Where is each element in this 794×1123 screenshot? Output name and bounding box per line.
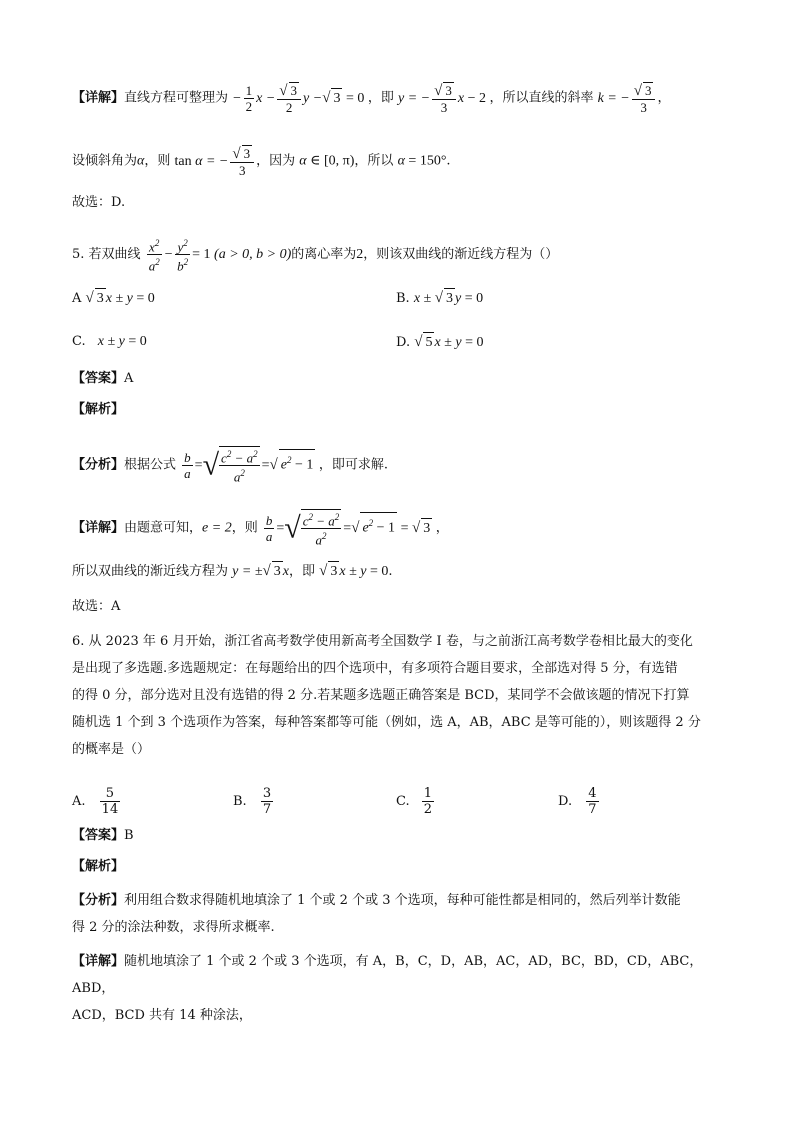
- text: ，则: [231, 520, 258, 536]
- text: ，所以直线的斜率: [489, 90, 594, 106]
- option-label: D.: [396, 335, 411, 350]
- answer-value: B: [124, 828, 134, 843]
- q6-option-b: [233, 786, 275, 817]
- option-label: B.: [396, 291, 410, 306]
- q6-option-a: [72, 786, 122, 817]
- answer-label: 【答案】: [72, 371, 125, 386]
- q5-stem: [72, 236, 734, 274]
- option-label: A: [72, 291, 82, 306]
- option-label: A.: [72, 794, 86, 809]
- e-value: e = 2: [202, 520, 232, 536]
- option-fraction: $\frac{3}{7}$: [262, 786, 272, 817]
- q5-result: 所以双曲线的渐近线方程为 y = ±√ 3 x，即 √ 3 x ± y = 0.: [72, 561, 734, 582]
- q5-fenxi: [72, 446, 734, 485]
- text: 所以双曲线的渐近线方程为: [72, 564, 229, 579]
- detail-label: 【详解】: [72, 954, 125, 969]
- eccentricity-value: 2: [356, 247, 364, 263]
- q4-detail-line2: 设倾斜角为α，则 tan α = − $\frac{√ 3}{3}$ ，因为 α ∈ [0, π)，所以 α = 150°.: [72, 146, 451, 178]
- analysis-label: 【解析】: [72, 859, 125, 874]
- option-formula: √ 5 x ± y = 0: [414, 335, 483, 350]
- q6-fenxi: [72, 887, 734, 941]
- detail-label: 【详解】: [72, 520, 125, 536]
- slope-value: k = − $\frac{√ 3}{3}$: [598, 91, 658, 106]
- q6-analysis-label: [72, 857, 734, 877]
- stem-line: 随机选 1 个到 3 个选项作为答案，每种答案都等可能（例如，选 A，AB，ABC 是等可能的），则该题得 2 分: [72, 715, 701, 730]
- asymptote-equation-alt: √ 3 x ± y = 0: [319, 564, 388, 579]
- text: 设倾斜角为: [72, 153, 138, 169]
- text: ，则该双曲线的渐近线方程为（）: [363, 247, 559, 263]
- text: ，则: [144, 153, 171, 169]
- q5-answer-choice: 故选：A: [72, 599, 121, 614]
- q6-answer: [72, 826, 734, 846]
- text: 5. 若双曲线: [72, 247, 141, 263]
- text: ，即: [288, 564, 315, 579]
- q6-detail: [72, 948, 734, 1029]
- q5-option-a: [72, 288, 155, 309]
- stem-line: 是出现了多选题.多选题规定：在每题给出的四个选项中，有多项符合题目要求，全部选对得 5 分，有选错: [72, 661, 678, 676]
- stem-line: 6. 从 2023 年 6 月开始，浙江省高考数学使用新高考全国数学 I 卷，与之前浙江高考数学卷相比最大的变化: [72, 634, 693, 649]
- fenxi-line: 利用组合数求得随机地填涂了 1 个或 2 个或 3 个选项，每种可能性都是相同的，然后列举计数能: [124, 893, 681, 908]
- q4-answer-choice: 故选：D.: [72, 195, 126, 210]
- option-fraction: $\frac{1}{2}$: [423, 786, 433, 817]
- fenxi-line: 得 2 分的涂法种数，求得所求概率.: [72, 920, 275, 935]
- detail-line: ACD，BCD 共有 14 种涂法，: [72, 1008, 252, 1023]
- option-formula: √ 3 x ± y = 0: [86, 291, 155, 306]
- stem-line: 的得 0 分，部分选对且没有选错的得 2 分.若某题多选题正确答案是 BCD，某同学不会做该题的情况下打算: [72, 688, 690, 703]
- option-label: C.: [396, 794, 410, 809]
- q6-option-c: [396, 786, 436, 817]
- answer-value: A: [124, 371, 134, 386]
- option-formula: x ± √ 3 y = 0: [414, 291, 483, 306]
- tan-equation: tan α = − $\frac{√ 3}{3}$: [175, 154, 257, 169]
- q5-option-d: [396, 332, 484, 353]
- q5-analysis-label: [72, 400, 734, 420]
- alpha-symbol: α: [137, 153, 145, 169]
- q5-option-c: [72, 332, 147, 352]
- fenxi-label: 【分析】: [72, 893, 125, 908]
- q5-detail: 【详解】由题意可知，e = 2，则 $\frac{b}{a}$ =√ $\frac{c^2 - a^2}{a^2}$ =√ $e^2 - 1$ = √ 3 ，: [72, 509, 734, 548]
- hyperbola-equation: $\frac{x^2}{a^2}$ − $\frac{y^2}{b^2}$ = 1: [148, 238, 211, 274]
- text: 直线方程可整理为: [124, 90, 229, 106]
- text: 的离心率为: [291, 247, 357, 263]
- text: 由题意可知，: [124, 520, 203, 536]
- q5-answer: [72, 369, 734, 389]
- stem-line: 的概率是（）: [72, 742, 151, 757]
- option-label: C.: [72, 334, 86, 349]
- hyperbola-condition: (a > 0, b > 0): [214, 247, 292, 263]
- option-fraction: $\frac{5}{14}$: [101, 786, 119, 817]
- option-fraction: $\frac{4}{7}$: [588, 786, 597, 817]
- option-label: B.: [233, 794, 247, 809]
- q4-detail-line1: 【详解】直线方程可整理为 − $\frac{1}{2}$ x − $\frac{√ 3}{2}$ y −√ 3 = 0 ，即 y = − $\frac{√ 3}{3}$ x − 2 ，所以直线的斜率 k = − $\frac{√ 3}{3}$ ，: [72, 83, 671, 115]
- q5-option-b: [396, 288, 483, 309]
- text: ，因为: [256, 153, 296, 169]
- analysis-label: 【解析】: [72, 402, 125, 417]
- answer-label: 【答案】: [72, 828, 125, 843]
- alpha-range: α ∈ [0, π): [299, 153, 355, 169]
- detail-label: 【详解】: [72, 90, 125, 106]
- text: ，即可求解.: [318, 457, 389, 473]
- option-label: D.: [558, 794, 573, 809]
- text: ，所以: [354, 153, 394, 169]
- asymptote-equation: y = ±√ 3 x: [232, 564, 289, 579]
- fenxi-label: 【分析】: [72, 457, 125, 473]
- line-equation: − $\frac{1}{2}$ x − $\frac{√ 3}{2}$ y −√ 3 = 0: [232, 83, 365, 115]
- detail-line: 随机地填涂了 1 个或 2 个或 3 个选项，有 A，B，C，D，AB，AC，AD，BC，BD，CD，ABC，ABD，: [72, 954, 703, 996]
- slope-intercept-equation: y = − $\frac{√ 3}{3}$ x − 2: [398, 83, 486, 115]
- text: 根据公式: [124, 457, 177, 473]
- option-formula: x ± y = 0: [97, 334, 147, 349]
- eccentricity-formula: $\frac{b}{a}$ =√ $\frac{c^2 - a^2}{a^2}$ =√ $e^2 - 1$: [180, 458, 319, 473]
- q6-stem: [72, 628, 734, 763]
- ratio-computation: $\frac{b}{a}$ =√ $\frac{c^2 - a^2}{a^2}$ =√ $e^2 - 1$ = √ 3: [262, 521, 436, 536]
- alpha-value: α = 150°: [397, 153, 447, 169]
- text: ，即: [367, 90, 394, 106]
- q6-option-d: [558, 786, 601, 817]
